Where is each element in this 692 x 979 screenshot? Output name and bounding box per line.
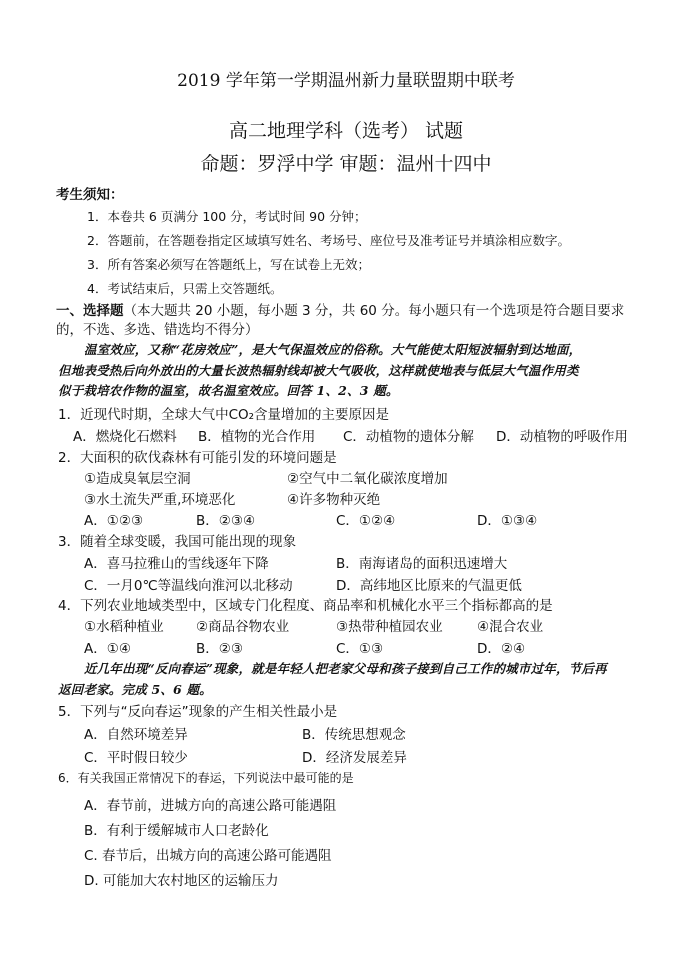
option: D．高纬地区比原来的气温更低: [336, 578, 522, 594]
authors-line: 命题：罗浮中学 审题：温州十四中: [200, 153, 492, 175]
option: A．自然环境差异: [84, 727, 188, 743]
option: B．传统思想观念: [302, 727, 406, 743]
option: B．②③④: [196, 513, 256, 529]
notice-item: 1．本卷共 6 页满分 100 分，考试时间 90 分钟；: [87, 209, 367, 224]
question-6-stem: 6．有关我国正常情况下的春运，下列说法中最可能的是: [58, 771, 354, 785]
section-desc: （本大题共 20 小题，每小题 3 分，共 60 分。每小题只有一个选项是符合题目要求: [123, 303, 625, 319]
option: D．①③④: [477, 513, 538, 529]
material-line: 似于栽培农作物的温室，故名温室效应。回答 1、2、3 题。: [58, 383, 399, 398]
notice-item: 3．所有答案必须写在答题纸上，写在试卷上无效；: [87, 257, 370, 272]
option: C．①②④: [336, 513, 396, 529]
choice: ①水稻种植业: [84, 619, 164, 635]
choice: ①造成臭氧层空洞: [84, 471, 191, 487]
section-desc-2: 的，不选、多选、错选均不得分）: [56, 322, 259, 338]
option: B．南海诸岛的面积迅速增大: [336, 556, 508, 572]
option: A．①②③: [84, 513, 144, 529]
option: D．动植物的呼吸作用: [496, 429, 628, 445]
option: C．一月0℃等温线向淮河以北移动: [84, 578, 293, 594]
option: B．植物的光合作用: [198, 429, 316, 445]
section-heading: [56, 299, 624, 319]
option: D. 可能加大农村地区的运输压力: [84, 873, 279, 889]
option: D．经济发展差异: [302, 750, 407, 766]
question-3-stem: 3．随着全球变暖，我国可能出现的现象: [58, 534, 297, 550]
option: A．喜马拉雅山的雪线逐年下降: [84, 556, 269, 572]
notice-item: 2．答题前，在答题卷指定区域填写姓名、考场号、座位号及准考证号并填涂相应数字。: [87, 233, 570, 248]
option: C．动植物的遗体分解: [343, 429, 474, 445]
option: A．春节前，进城方向的高速公路可能遇阻: [84, 798, 337, 814]
question-2-stem: 2．大面积的砍伐森林有可能引发的环境问题是: [58, 450, 337, 466]
material-line: 近几年出现“反向春运”现象，就是年轻人把老家父母和孩子接到自己工作的城市过年，节后再: [84, 661, 607, 676]
option: C．①③: [336, 641, 384, 657]
choice: ④许多物种灭绝: [287, 492, 381, 508]
exam-title: 2019 学年第一学期温州新力量联盟期中联考: [177, 71, 515, 91]
option: C．平时假日较少: [84, 750, 188, 766]
choice: ③热带种植园农业: [336, 619, 443, 635]
notice-heading: 考生须知：: [56, 187, 124, 203]
material-line: 返回老家。完成 5、6 题。: [58, 682, 212, 697]
option: C. 春节后，出城方向的高速公路可能遇阻: [84, 848, 332, 864]
material-line: 但地表受热后向外放出的大量长波热辐射线却被大气吸收，这样就使地表与低层大气温作用类: [58, 363, 579, 378]
choice: ③水土流失严重,环境恶化: [84, 492, 236, 508]
option: A．燃烧化石燃料: [73, 429, 177, 445]
subject-title: 高二地理学科（选考） 试题: [228, 120, 464, 142]
option: B．有利于缓解城市人口老龄化: [84, 823, 269, 839]
notice-item: 4．考试结束后，只需上交答题纸。: [87, 281, 283, 296]
choice: ②空气中二氧化碳浓度增加: [287, 471, 448, 487]
question-1-stem: 1．近现代时期，全球大气中CO₂含量增加的主要原因是: [58, 407, 390, 423]
option: D．②④: [477, 641, 526, 657]
question-4-stem: 4．下列农业地域类型中，区域专门化程度、商品率和机械化水平三个指标都高的是: [58, 598, 553, 614]
choice: ②商品谷物农业: [196, 619, 290, 635]
question-5-stem: 5．下列与“反向春运”现象的产生相关性最小是: [58, 704, 338, 720]
choice: ④混合农业: [477, 619, 544, 635]
section-label: 一、选择题: [56, 303, 124, 319]
option: B．②③: [196, 641, 243, 657]
option: A．①④: [84, 641, 131, 657]
material-line: 温室效应，又称“花房效应”，是大气保温效应的俗称。大气能使太阳短波辐射到达地面，: [84, 342, 582, 357]
